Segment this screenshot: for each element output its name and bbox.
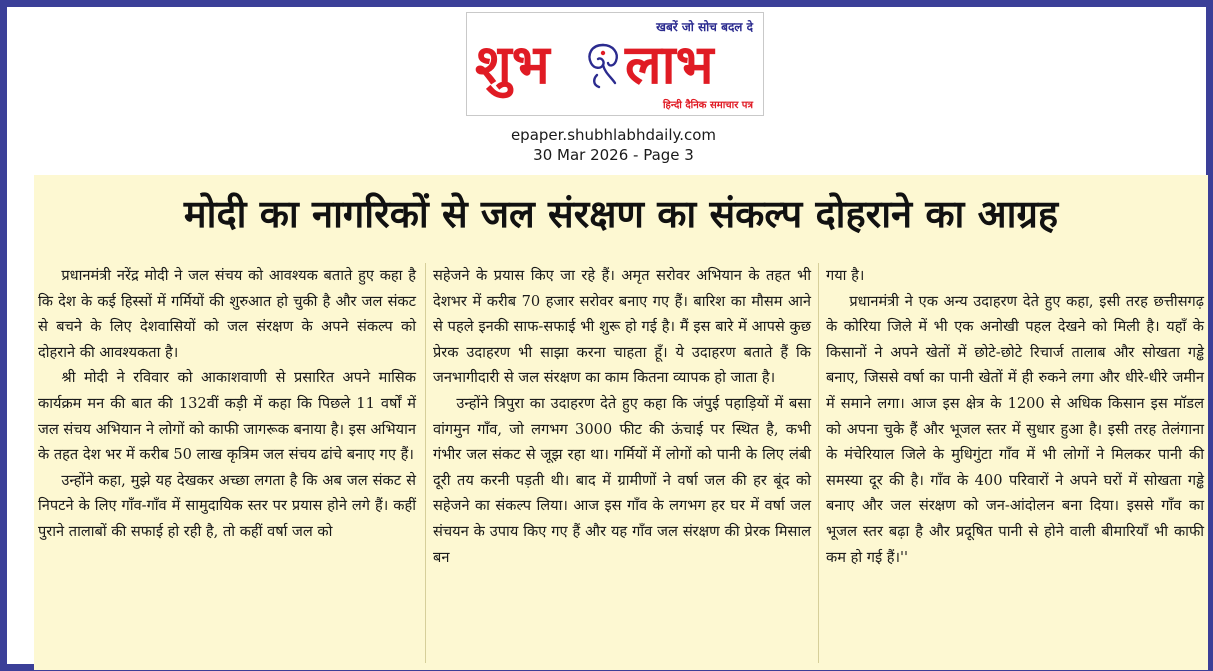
paragraph: उन्होंने त्रिपुरा का उदाहरण देते हुए कहा कि जंपुई पहाड़ियों में बसा वांगमुन गाँव, जो लगभग 3000 फीट की ऊंचाई पर स्थित है, कभी गंभीर जल संकट से जूझ रहा था। गर्मियों में लोगों को पानी के लिए लंबी दूरी तय करनी पड़ती थी। बाद में ग्रामीणों ने वर्षा जल की हर बूंद को सहेजने का संकल्प लिया। आज इस गाँव के लगभग हर घर में वर्षा जल संचयन के उपाय किए गए हैं और यह गाँव जल संरक्षण की प्रेरक मिसाल बन <box>433 394 811 566</box>
paragraph: गया है। <box>826 267 865 284</box>
column-divider <box>818 263 819 663</box>
masthead-name-left: शुभ <box>475 33 550 96</box>
masthead-subtitle: हिन्दी दैनिक समाचार पत्र <box>662 100 753 111</box>
masthead-tagline: खबरें जो सोच बदल दे <box>656 20 753 34</box>
news-article <box>34 175 1208 670</box>
column-divider <box>425 263 426 663</box>
article-column-3 <box>826 263 1204 570</box>
paragraph: सहेजने के प्रयास किए जा रहे हैं। अमृत सरोवर अभियान के तहत भी देशभर में करीब 70 हजार सरोवर बनाए गए हैं। बारिश का मौसम आने से पहले इनकी साफ-सफाई भी शुरू हो गई है। मैं इस बारे में आपसे कुछ प्रेरक उदाहरण भी साझा करना चाहता हूँ। ये उदाहरण बताते हैं कि जनभागीदारी से जल संरक्षण का काम कितना व्यापक हो जाता है। <box>433 267 811 387</box>
masthead-logo[interactable] <box>466 12 764 116</box>
ganesha-emblem-icon <box>581 39 625 95</box>
paragraph: उन्होंने कहा, मुझे यह देखकर अच्छा लगता है कि अब जल संकट से निपटने के लिए गाँव-गाँव में सामुदायिक स्तर पर प्रयास होने लगे हैं। कहीं पुराने तालाबों की सफाई हो रही है, तो कहीं वर्षा जल को <box>38 471 416 540</box>
paragraph: प्रधानमंत्री नरेंद्र मोदी ने जल संचय को आवश्यक बताते हुए कहा है कि देश के कई हिस्सों में गर्मियों की शुरुआत हो चुकी है और जल संकट से बचने के लिए देशवासियों को जल संरक्षण के अपने संकल्प को दोहराने की आवश्यकता है। <box>38 267 416 361</box>
paragraph: प्रधानमंत्री ने एक अन्य उदाहरण देते हुए कहा, इसी तरह छत्तीसगढ़ के कोरिया जिले में भी एक अनोखी पहल देखने को मिली है। यहाँ के किसानों ने अपने खेतों में छोटे-छोटे रिचार्ज तालाब और सोखता गड्ढे बनाए, जिससे वर्षा का पानी खेतों में ही रुकने लगा और धीरे-धीरे जमीन में समाने लगा। आज इस क्षेत्र के 1200 से अधिक किसान इस मॉडल को अपना चुके हैं और भूजल स्तर में सुधार हुआ है। इसी तरह तेलंगाना के मंचेरियाल जिले के मुधिगुंटा गाँव में भी लोगों ने मिलकर पानी की समस्या दूर की है। गाँव के 400 परिवारों ने अपने घरों में सोखता गड्ढे बनाए और जल संरक्षण को जन-आंदोलन बना दिया। इससे गाँव का भूजल स्तर बढ़ा है और प्रदूषित पानी से होने वाली बीमारियाँ भी काफी कम हो गई हैं।'' <box>826 292 1204 566</box>
article-column-1 <box>38 263 416 545</box>
edition-date-page: 30 Mar 2026 - Page 3 <box>533 146 694 164</box>
masthead-name-right: लाभ <box>625 33 714 96</box>
article-column-2 <box>433 263 811 570</box>
article-headline: मोदी का नागरिकों से जल संरक्षण का संकल्प दोहराने का आग्रह <box>183 192 1059 236</box>
epaper-url[interactable]: epaper.shubhlabhdaily.com <box>510 126 717 144</box>
paragraph: श्री मोदी ने रविवार को आकाशवाणी से प्रसारित अपने मासिक कार्यक्रम मन की बात की 132वीं कड़ी में कहा कि पिछले 11 वर्षों में जल संचय अभियान ने लोगों को काफी जागरूक बनाया है। इस अभियान के तहत देश भर में करीब 50 लाख कृत्रिम जल संचय ढांचे बनाए गए हैं। <box>38 369 416 464</box>
